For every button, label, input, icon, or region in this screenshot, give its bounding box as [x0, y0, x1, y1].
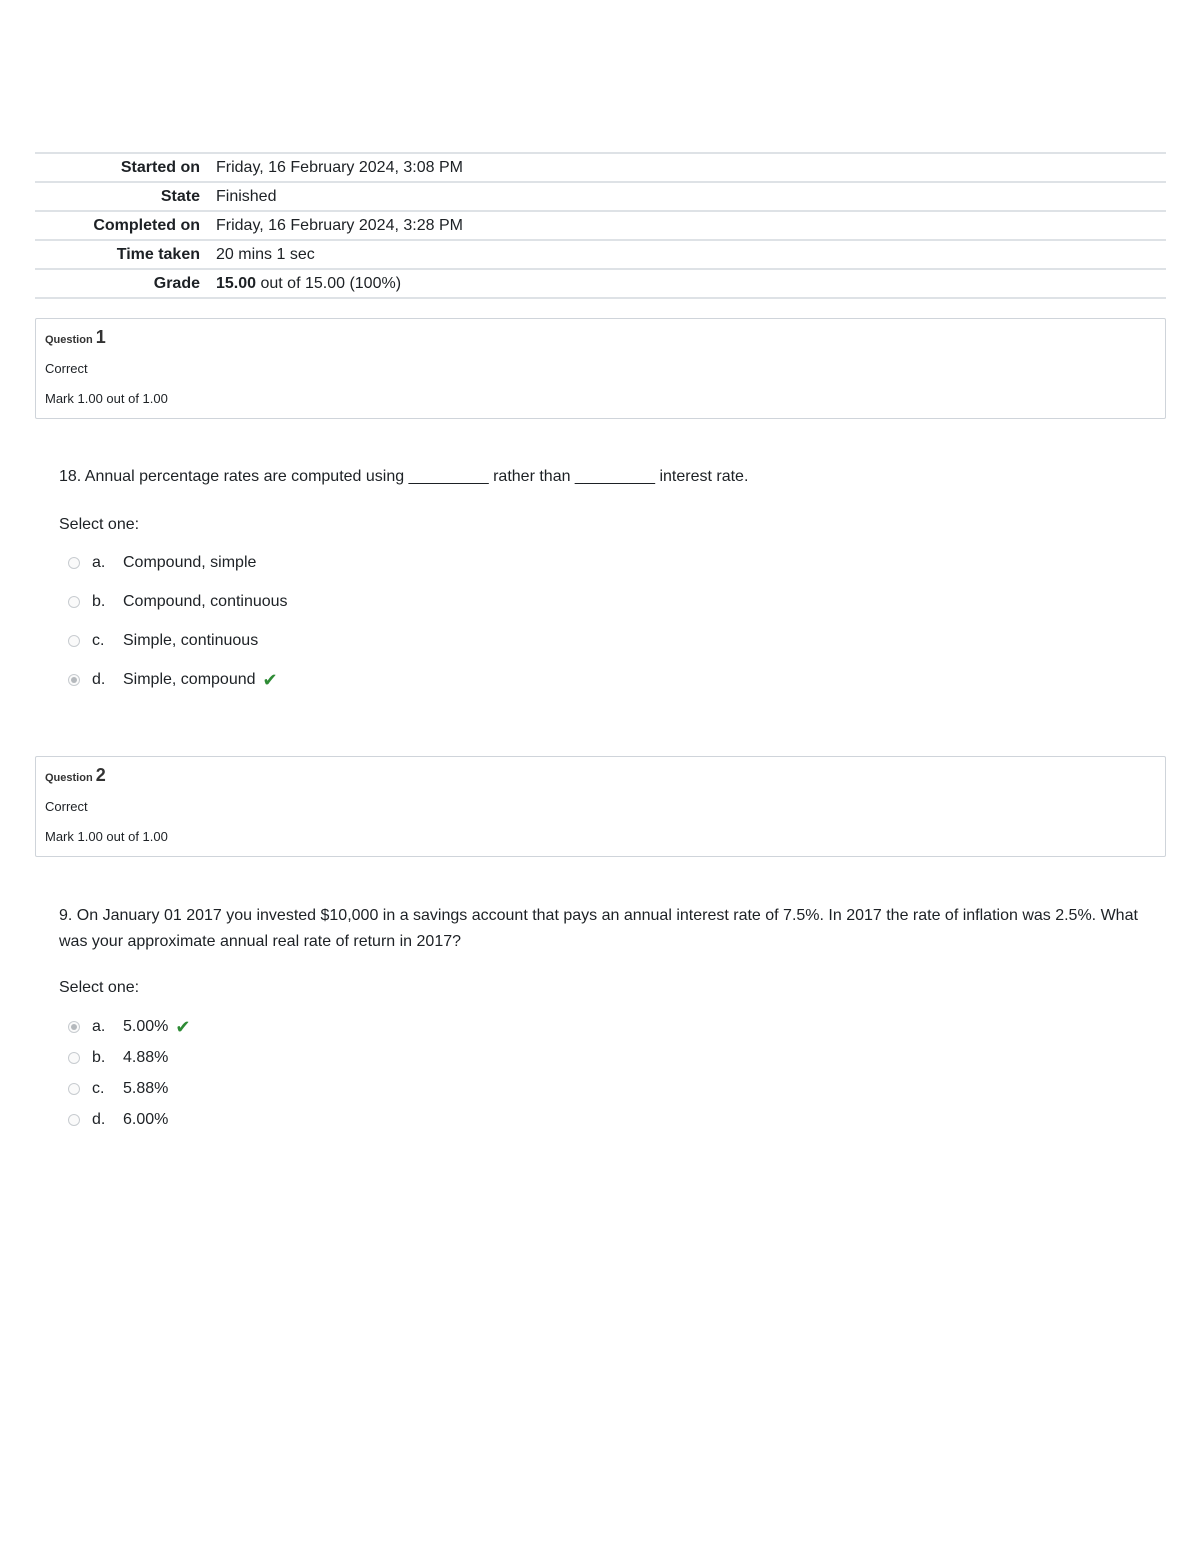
radio-button-selected[interactable]	[68, 674, 80, 686]
option-text: Simple, compound	[123, 671, 256, 688]
summary-label: Completed on	[35, 211, 216, 240]
question-info-1	[35, 318, 1166, 419]
option-letter: a.	[92, 1018, 106, 1035]
question-state: Correct	[45, 361, 88, 376]
select-one-prompt: Select one:	[59, 979, 140, 996]
summary-row-state	[35, 182, 1166, 211]
question-mark: Mark 1.00 out of 1.00	[45, 829, 168, 844]
question-text-2: 9. On January 01 2017 you invested $10,000 in a savings account that pays an annual interest rate of 7.5%. In 2017 the rate of inflation was 2.5%. What was your approximate annual real rate of return in 2017?	[59, 907, 1138, 950]
option-letter: a.	[92, 554, 106, 571]
summary-row-completed	[35, 211, 1166, 240]
answer-option-d[interactable]	[68, 1109, 168, 1131]
answer-option-c[interactable]	[68, 630, 258, 652]
option-letter: b.	[92, 593, 106, 610]
summary-label: Started on	[35, 153, 216, 182]
option-text: 5.88%	[123, 1080, 169, 1097]
grade-total: out of 15.00 (100%)	[256, 274, 402, 292]
option-letter: d.	[92, 1111, 106, 1128]
summary-value: Friday, 16 February 2024, 3:28 PM	[216, 211, 1166, 240]
option-text: 4.88%	[123, 1049, 169, 1066]
option-text: Simple, continuous	[123, 632, 259, 649]
answer-option-d[interactable]	[68, 669, 278, 691]
summary-value: Finished	[216, 182, 1166, 211]
question-prefix: Question	[45, 772, 93, 784]
select-one-prompt: Select one:	[59, 516, 140, 533]
summary-label: Time taken	[35, 240, 216, 269]
question-number-value: 1	[95, 327, 106, 347]
answer-option-a[interactable]	[68, 1016, 190, 1038]
radio-button[interactable]	[68, 557, 80, 569]
summary-value: 20 mins 1 sec	[216, 240, 1166, 269]
answer-option-a[interactable]	[68, 552, 256, 574]
question-number	[45, 327, 106, 348]
question-state: Correct	[45, 799, 88, 814]
grade-value	[216, 269, 1166, 298]
question-number	[45, 765, 106, 786]
check-icon: ✔	[175, 1016, 191, 1037]
radio-button[interactable]	[68, 635, 80, 647]
question-text-1: 18. Annual percentage rates are computed using _________ rather than _________ interest rate.	[59, 468, 749, 485]
radio-button[interactable]	[68, 596, 80, 608]
question-mark: Mark 1.00 out of 1.00	[45, 391, 168, 406]
option-letter: b.	[92, 1049, 106, 1066]
question-prefix: Question	[45, 334, 93, 346]
summary-row-started	[35, 153, 1166, 182]
option-letter: c.	[92, 632, 105, 649]
summary-label: Grade	[35, 269, 216, 298]
question-number-value: 2	[95, 765, 106, 785]
radio-button[interactable]	[68, 1052, 80, 1064]
radio-button[interactable]	[68, 1083, 80, 1095]
grade-score: 15.00	[216, 274, 257, 292]
option-text: 5.00%	[123, 1018, 169, 1035]
summary-label: State	[35, 182, 216, 211]
summary-row-grade	[35, 269, 1166, 298]
radio-button[interactable]	[68, 1114, 80, 1126]
radio-button-selected[interactable]	[68, 1021, 80, 1033]
answer-option-b[interactable]	[68, 1047, 168, 1069]
summary-row-time-taken	[35, 240, 1166, 269]
answer-option-c[interactable]	[68, 1078, 168, 1100]
check-icon: ✔	[262, 669, 278, 690]
answer-option-b[interactable]	[68, 591, 288, 613]
option-text: Compound, continuous	[123, 593, 288, 610]
option-text: Compound, simple	[123, 554, 257, 571]
option-letter: c.	[92, 1080, 105, 1097]
question-info-2	[35, 756, 1166, 857]
summary-value: Friday, 16 February 2024, 3:08 PM	[216, 153, 1166, 182]
attempt-summary-table	[35, 152, 1166, 299]
option-text: 6.00%	[123, 1111, 169, 1128]
option-letter: d.	[92, 671, 106, 688]
